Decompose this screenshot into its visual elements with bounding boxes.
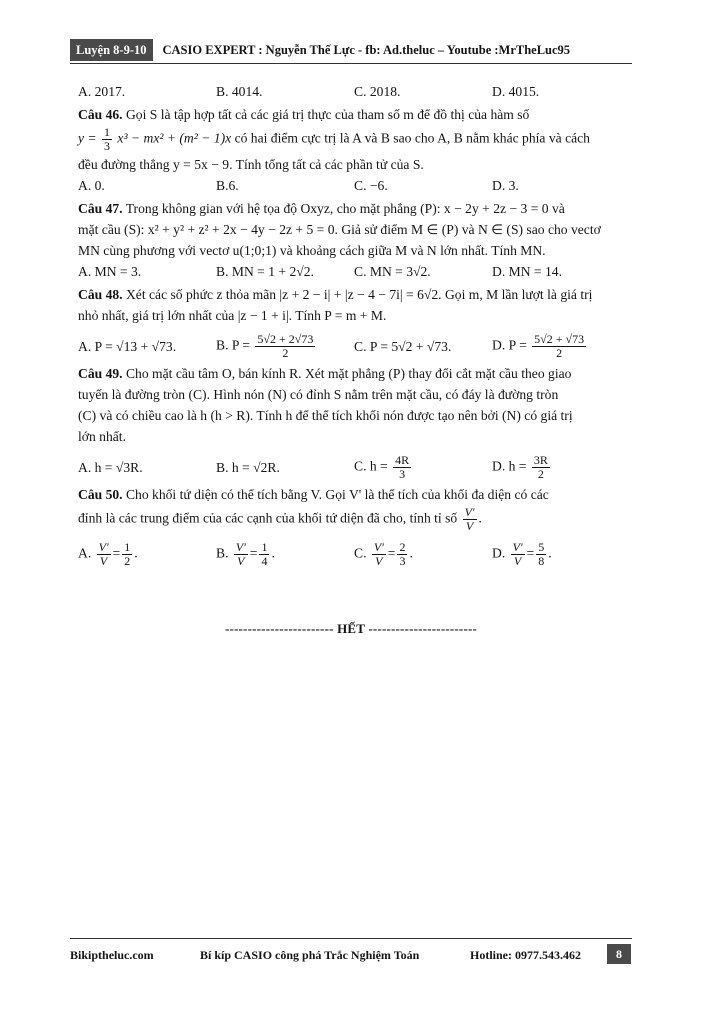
q49-option-c-prefix: C. h = bbox=[354, 458, 388, 474]
q48-label: Câu 48. bbox=[78, 287, 123, 302]
q49-text-1: Cho mặt cầu tâm O, bán kính R. Xét mặt phẳng (P) thay đổi cắt mặt cầu theo giao bbox=[125, 366, 572, 381]
q46-text-3: đều đường thẳng y = 5x − 9. Tính tổng tất cả các phần tử của S. bbox=[78, 157, 424, 172]
header-title: CASIO EXPERT : Nguyễn Thế Lực - fb: Ad.theluc – Youtube :MrTheLuc95 bbox=[162, 42, 571, 57]
q46-frac-num: 1 bbox=[104, 125, 111, 139]
q50-ratio-fraction bbox=[463, 506, 477, 533]
q47-text-line-3 bbox=[78, 241, 630, 260]
q47-option-a: A. MN = 3. bbox=[78, 264, 142, 279]
q49-option-c bbox=[354, 454, 492, 481]
q48-option-d-prefix: D. P = bbox=[492, 337, 527, 353]
q48-option-c: C. P = 5√2 + √73. bbox=[354, 339, 452, 354]
page-footer bbox=[70, 944, 632, 966]
q46-options bbox=[78, 176, 630, 195]
q47-text-line-2 bbox=[78, 220, 630, 239]
q50-option-b-num: 1 bbox=[261, 540, 268, 554]
q50-option-a-letter: A. bbox=[78, 545, 92, 561]
q49-option-d-den: 2 bbox=[537, 467, 544, 481]
q50-option-a-den: 2 bbox=[124, 554, 131, 568]
q46-label: Câu 46. bbox=[78, 107, 123, 122]
q46-text-line-3 bbox=[78, 155, 630, 174]
q49-option-d-fraction bbox=[532, 454, 550, 481]
q50-ratio-num: V' bbox=[464, 505, 475, 519]
q49-text-2: tuyến là đường tròn (C). Hình nón (N) có đỉnh S nằm trên mặt cầu, có đáy là đường tròn bbox=[78, 387, 559, 402]
q46-text-2: có hai điểm cực trị là A và B sao cho A, B nằm khác phía và cách bbox=[234, 130, 590, 146]
q50-option-d-den: 8 bbox=[538, 554, 545, 568]
q50-option-b-den: 4 bbox=[261, 554, 268, 568]
q50-option-b-lhs-den: V bbox=[237, 554, 245, 568]
q49-option-c-fraction bbox=[393, 454, 411, 481]
q50-option-c-letter: C. bbox=[354, 545, 367, 561]
q47-text-1: Trong không gian với hệ tọa độ Oxyz, cho mặt phẳng (P): x − 2y + 2z − 3 = 0 và bbox=[125, 201, 565, 216]
page-number: 8 bbox=[607, 944, 631, 964]
q48-options bbox=[78, 333, 630, 360]
q46-func-rest: x³ − mx² + (m² − 1)x bbox=[117, 130, 232, 146]
q50-option-d-lhs-den: V bbox=[513, 554, 522, 568]
q48-option-b-fraction bbox=[255, 333, 315, 360]
q50-option-a-lhs-num: V' bbox=[98, 540, 109, 554]
question-49 bbox=[78, 364, 630, 383]
q46-option-d: D. 3. bbox=[492, 178, 519, 193]
q48-option-d-num: 5√2 + √73 bbox=[534, 332, 585, 346]
q50-option-b: B. $\frac{V'}{V}$ = $\frac{1}{4}$ . bbox=[216, 540, 275, 568]
q50-option-a-lhs-den: V bbox=[99, 554, 108, 568]
q48-text-1: Xét các số phức z thỏa mãn |z + 2 − i| + |z − 4 − 7i| = 6√2. Gọi m, M lần lượt là giá trị bbox=[125, 287, 593, 302]
q50-option-b-lhs bbox=[234, 541, 248, 568]
q50-option-d-letter: D. bbox=[492, 545, 506, 561]
q48-option-a: A. P = √13 + √73. bbox=[78, 339, 177, 354]
q50-text-line-2 bbox=[78, 506, 630, 533]
question-48 bbox=[78, 285, 630, 304]
q49-text-4: lớn nhất. bbox=[78, 429, 126, 444]
q45-option-b: B. 4014. bbox=[216, 84, 263, 99]
q47-label: Câu 47. bbox=[78, 201, 123, 216]
q50-options bbox=[78, 541, 630, 568]
q48-text-2: nhỏ nhất, giá trị lớn nhất của |z − 1 + i|. Tính P = m + M. bbox=[78, 308, 387, 323]
q48-option-d bbox=[492, 333, 630, 360]
q46-fraction bbox=[102, 126, 112, 153]
question-47 bbox=[78, 199, 630, 218]
q49-option-d-prefix: D. h = bbox=[492, 458, 527, 474]
question-50 bbox=[78, 485, 630, 504]
header-divider bbox=[70, 63, 632, 64]
q50-option-d-value bbox=[536, 541, 546, 568]
q50-option-d: D. $\frac{V'}{V}$ = $\frac{5}{8}$ . bbox=[492, 540, 552, 568]
q50-option-c-value bbox=[397, 541, 407, 568]
q48-option-d-fraction bbox=[532, 333, 586, 360]
page-header bbox=[70, 38, 630, 62]
q46-function-line bbox=[78, 126, 630, 153]
end-marker: ------------------------ HẾT ------------------------ bbox=[224, 621, 478, 636]
q50-option-d-lhs-num: V' bbox=[512, 540, 523, 554]
q48-option-b-num: 5√2 + 2√73 bbox=[257, 332, 314, 346]
q49-option-d-num: 3R bbox=[533, 453, 548, 467]
q47-text-2: mặt cầu (S): x² + y² + z² + 2x − 4y − 2z + 5 = 0. Giả sử điểm M ∈ (P) và N ∈ (S) sao cho vectơ bbox=[78, 222, 601, 237]
q50-period: . bbox=[478, 510, 482, 526]
footer-site: Bikiptheluc.com bbox=[70, 947, 154, 962]
q47-options bbox=[78, 262, 630, 281]
q49-text-line-4 bbox=[78, 427, 630, 446]
q49-option-a: A. h = √3R. bbox=[78, 460, 143, 475]
q50-option-c-lhs-num: V' bbox=[373, 540, 384, 554]
q49-option-b: B. h = √2R. bbox=[216, 460, 280, 475]
question-46 bbox=[78, 105, 630, 124]
q49-text-3: (C) và có chiều cao là h (h > R). Tính h để thể tích khối nón được tạo nên bởi (N) có giá trị bbox=[78, 408, 573, 423]
q48-option-b-den: 2 bbox=[282, 346, 289, 360]
q50-option-a-value bbox=[122, 541, 132, 568]
q50-label: Câu 50. bbox=[78, 487, 123, 502]
q49-text-line-3 bbox=[78, 406, 630, 425]
q45-option-c: C. 2018. bbox=[354, 84, 401, 99]
q45-option-a: A. 2017. bbox=[78, 84, 126, 99]
q49-text-line-2 bbox=[78, 385, 630, 404]
footer-hotline: Hotline: 0977.543.462 bbox=[470, 947, 581, 962]
q49-options bbox=[78, 454, 630, 481]
q46-option-c: C. −6. bbox=[354, 178, 388, 193]
q49-option-c-num: 4R bbox=[395, 453, 410, 467]
q50-option-b-lhs-num: V' bbox=[235, 540, 246, 554]
q50-option-a: A. $\frac{V'}{V}$ = $\frac{1}{2}$ . bbox=[78, 540, 138, 568]
q48-text-line-2 bbox=[78, 306, 630, 325]
q50-option-b-value bbox=[259, 541, 269, 568]
q50-text-2: đỉnh là các trung điểm của các cạnh của khối tứ diện đã cho, tính tỉ số bbox=[78, 510, 458, 526]
header-tag: Luyện 8-9-10 bbox=[70, 39, 153, 61]
footer-book-title: Bí kíp CASIO công phá Trắc Nghiệm Toán bbox=[200, 947, 420, 962]
q50-option-c-num: 2 bbox=[399, 540, 406, 554]
q50-text-1: Cho khối tứ diện có thể tích bằng V. Gọi V' là thể tích của khối đa diện có các bbox=[125, 487, 549, 502]
q50-option-c: C. $\frac{V'}{V}$ = $\frac{2}{3}$ . bbox=[354, 540, 413, 568]
q50-option-c-den: 3 bbox=[399, 554, 406, 568]
q50-option-a-lhs bbox=[97, 541, 111, 568]
q50-option-c-lhs-den: V bbox=[375, 554, 383, 568]
q50-option-b-letter: B. bbox=[216, 545, 229, 561]
q50-option-d-lhs bbox=[511, 541, 525, 568]
q48-option-d-den: 2 bbox=[556, 346, 563, 360]
content bbox=[78, 82, 630, 572]
q46-frac-den: 3 bbox=[104, 139, 111, 153]
q46-func-prefix: y = bbox=[78, 130, 97, 146]
q48-option-b bbox=[216, 333, 354, 360]
q50-option-d-num: 5 bbox=[538, 540, 545, 554]
q47-option-b: B. MN = 1 + 2√2. bbox=[216, 264, 314, 279]
q49-option-c-den: 3 bbox=[399, 467, 406, 481]
q46-option-a: A. 0. bbox=[78, 178, 105, 193]
q46-option-b: B.6. bbox=[216, 178, 239, 193]
q47-option-d: D. MN = 14. bbox=[492, 264, 562, 279]
footer-divider bbox=[70, 938, 632, 939]
q50-option-c-lhs bbox=[372, 541, 386, 568]
q50-ratio-den: V bbox=[465, 519, 474, 533]
q45-option-d: D. 4015. bbox=[492, 84, 540, 99]
q50-option-a-num: 1 bbox=[124, 540, 131, 554]
q49-label: Câu 49. bbox=[78, 366, 123, 381]
q48-option-b-prefix: B. P = bbox=[216, 337, 250, 353]
q46-text-1: Gọi S là tập hợp tất cả các giá trị thực của tham số m để đồ thị của hàm số bbox=[125, 107, 530, 122]
q45-options bbox=[78, 82, 630, 101]
q49-option-d bbox=[492, 454, 630, 481]
q47-option-c: C. MN = 3√2. bbox=[354, 264, 431, 279]
q47-text-3: MN cùng phương với vectơ u(1;0;1) và khoảng cách giữa M và N lớn nhất. Tính MN. bbox=[78, 243, 546, 258]
